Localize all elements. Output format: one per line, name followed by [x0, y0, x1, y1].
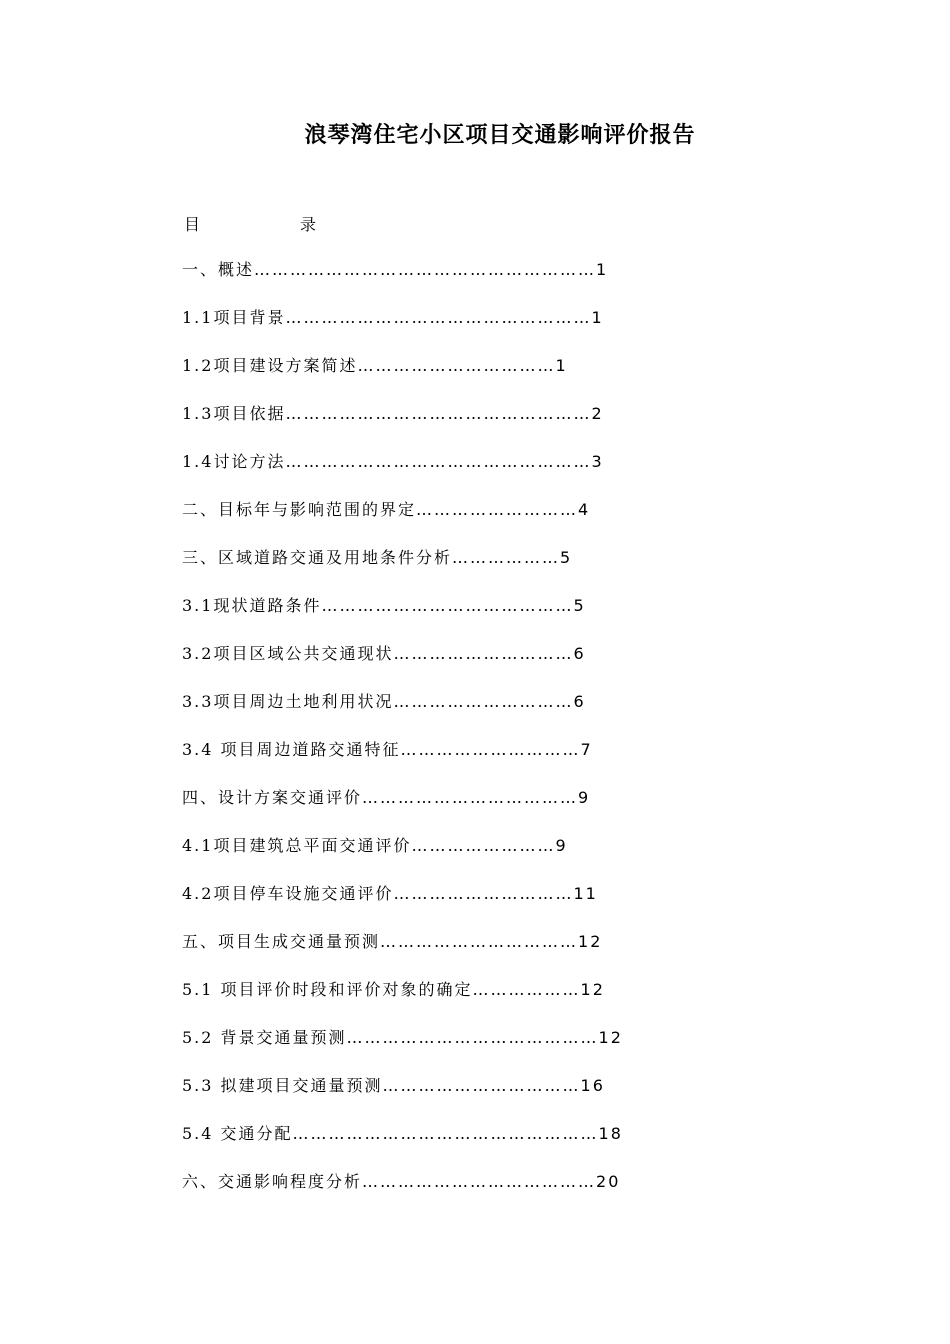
toc-entry-page: 18	[598, 1124, 623, 1143]
toc-entry-page: 6	[573, 692, 586, 711]
toc-entry-label: 5.2 背景交通量预测	[182, 1028, 347, 1047]
toc-entry-leader: ……………………………………………	[285, 452, 592, 471]
toc-entry-leader: ………………………………	[362, 788, 579, 807]
toc-entry-leader: ……………………………	[382, 1076, 581, 1095]
toc-entry-leader: …………………………	[400, 740, 581, 759]
toc-entry-leader: ………………	[472, 980, 581, 999]
toc-heading-char-2: 录	[300, 215, 317, 234]
toc-entry[interactable]	[182, 306, 623, 354]
toc-entry-leader: ……………………………………………	[292, 1124, 599, 1143]
toc-entry-page: 12	[580, 980, 605, 999]
toc-entry[interactable]	[182, 498, 623, 546]
toc-entry-page: 20	[596, 1172, 621, 1191]
toc-entry-leader: …………………………………	[362, 1172, 597, 1191]
toc-entry-page: 9	[555, 836, 568, 855]
toc-entry-page: 7	[580, 740, 593, 759]
toc-entry-leader: ……………………………	[357, 356, 556, 375]
toc-entry-leader: …………………………	[393, 884, 574, 903]
table-of-contents	[182, 258, 623, 1218]
toc-entry-label: 3.1现状道路条件	[182, 596, 322, 615]
toc-entry-label: 5.4 交通分配	[182, 1124, 293, 1143]
toc-entry-page: 4	[578, 500, 591, 519]
toc-entry-label: 5.3 拟建项目交通量预测	[182, 1076, 383, 1095]
toc-entry-page: 12	[598, 1028, 623, 1047]
toc-entry-page: 1	[591, 308, 604, 327]
toc-entry-label: 四、设计方案交通评价	[182, 788, 363, 807]
document-title: 浪琴湾住宅小区项目交通影响评价报告	[304, 122, 696, 148]
toc-entry-leader: ………………………	[416, 500, 579, 519]
toc-entry-label: 3.3项目周边土地利用状况	[182, 692, 394, 711]
toc-entry[interactable]	[182, 594, 623, 642]
toc-entry-label: 五、项目生成交通量预测	[182, 932, 381, 951]
toc-entry-leader: ……………………………………	[321, 596, 574, 615]
toc-entry-label: 二、目标年与影响范围的界定	[182, 500, 417, 519]
toc-entry-leader: …………………………………………………	[254, 260, 597, 279]
toc-entry[interactable]	[182, 834, 623, 882]
toc-entry-page: 9	[578, 788, 591, 807]
toc-entry-label: 3.2项目区域公共交通现状	[182, 644, 394, 663]
toc-entry-label: 3.4 项目周边道路交通特征	[182, 740, 401, 759]
toc-entry[interactable]	[182, 1170, 623, 1218]
toc-heading	[184, 212, 316, 235]
toc-entry[interactable]	[182, 546, 623, 594]
toc-entry-label: 1.2项目建设方案简述	[182, 356, 358, 375]
toc-entry-leader: ………………	[452, 548, 561, 567]
toc-entry-page: 11	[573, 884, 598, 903]
toc-entry[interactable]	[182, 354, 623, 402]
toc-entry-page: 1	[596, 260, 609, 279]
toc-entry-leader: …………………………	[393, 692, 574, 711]
toc-entry-leader: ……………………………	[380, 932, 579, 951]
toc-entry[interactable]	[182, 450, 623, 498]
toc-entry-leader: ……………………………………………	[285, 308, 592, 327]
toc-entry-page: 2	[591, 404, 604, 423]
toc-entry[interactable]	[182, 882, 623, 930]
toc-entry-label: 4.1项目建筑总平面交通评价	[182, 836, 412, 855]
toc-entry-leader: ……………………	[411, 836, 556, 855]
toc-entry[interactable]	[182, 978, 623, 1026]
toc-entry-label: 5.1 项目评价时段和评价对象的确定	[182, 980, 473, 999]
toc-entry-label: 1.1项目背景	[182, 308, 286, 327]
toc-entry[interactable]	[182, 930, 623, 978]
toc-entry-page: 5	[573, 596, 586, 615]
toc-entry-leader: ……………………………………	[346, 1028, 599, 1047]
toc-entry[interactable]	[182, 1122, 623, 1170]
toc-entry-page: 5	[560, 548, 573, 567]
toc-entry[interactable]	[182, 258, 623, 306]
toc-entry-leader: …………………………	[393, 644, 574, 663]
toc-entry-page: 3	[591, 452, 604, 471]
toc-entry[interactable]	[182, 402, 623, 450]
toc-entry-label: 一、概述	[182, 260, 255, 279]
toc-entry-label: 六、交通影响程度分析	[182, 1172, 363, 1191]
toc-entry[interactable]	[182, 690, 623, 738]
toc-entry-label: 1.4讨论方法	[182, 452, 286, 471]
toc-entry[interactable]	[182, 738, 623, 786]
toc-entry-label: 4.2项目停车设施交通评价	[182, 884, 394, 903]
toc-entry-label: 三、区域道路交通及用地条件分析	[182, 548, 453, 567]
toc-entry[interactable]	[182, 642, 623, 690]
toc-entry-label: 1.3项目依据	[182, 404, 286, 423]
toc-entry-page: 16	[580, 1076, 605, 1095]
toc-entry-page: 1	[555, 356, 568, 375]
toc-entry-page: 12	[578, 932, 603, 951]
toc-entry-page: 6	[573, 644, 586, 663]
toc-heading-char-1: 目	[184, 215, 201, 234]
toc-entry-leader: ……………………………………………	[285, 404, 592, 423]
toc-entry[interactable]	[182, 1074, 623, 1122]
toc-entry[interactable]	[182, 786, 623, 834]
toc-entry[interactable]	[182, 1026, 623, 1074]
